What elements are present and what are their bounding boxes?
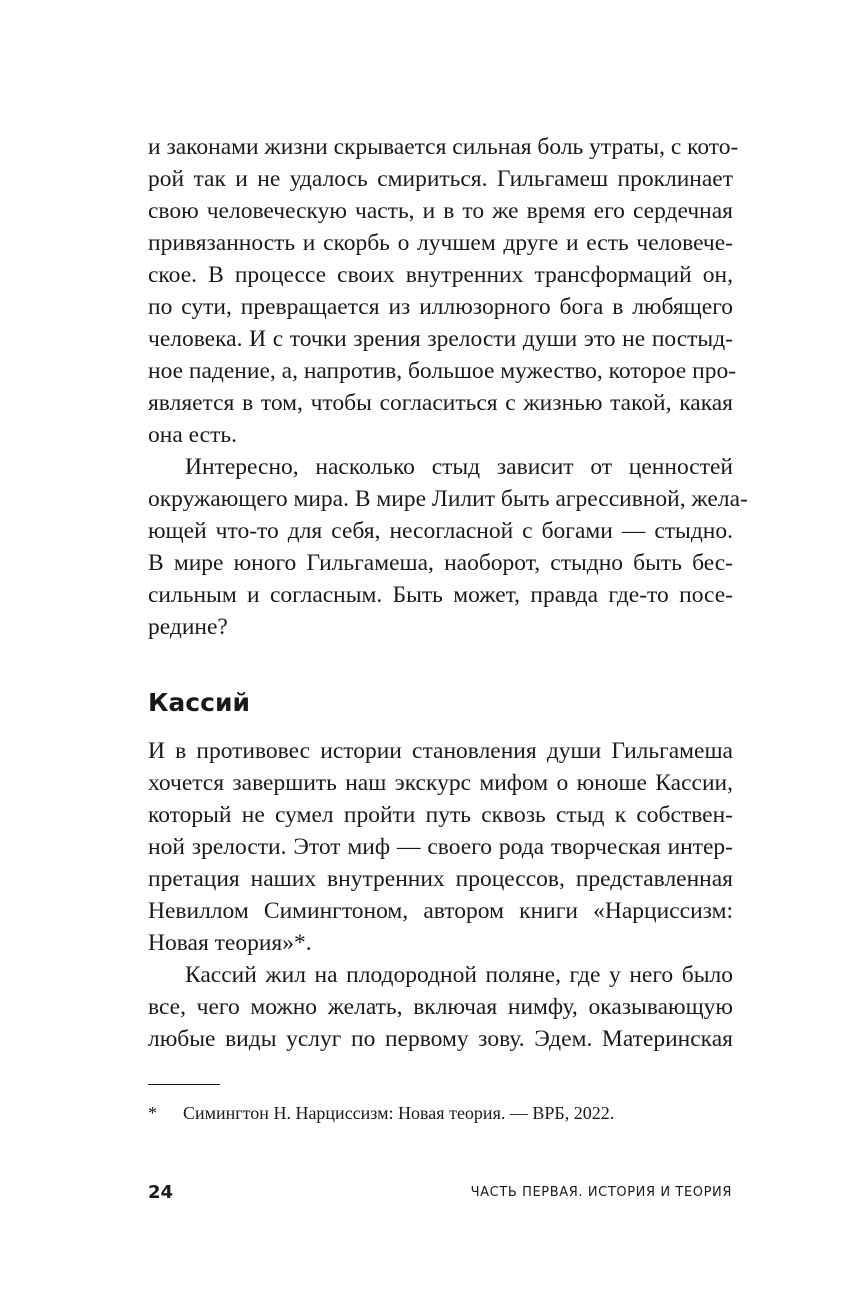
- text-line: сильным и согласным. Быть может, правда где-то посе-: [148, 582, 733, 608]
- text-line: любые виды услуг по первому зову. Эдем. Материнская: [148, 1026, 733, 1052]
- text-line: является в том, чтобы согласиться с жизнью такой, какая: [148, 390, 733, 416]
- section-heading: Кассий: [148, 688, 250, 717]
- page-number: 24: [148, 1182, 174, 1203]
- text-line: В мире юного Гильгамеша, наоборот, стыдно быть бес-: [148, 550, 733, 576]
- text-line: человека. И с точки зрения зрелости души это не постыд-: [148, 326, 733, 352]
- text-line: и законами жизни скрывается сильная боль утраты, с кото-: [148, 134, 739, 160]
- text-line: Интересно, насколько стыд зависит от ценностей: [185, 454, 733, 480]
- text-line: Невиллом Симингтоном, автором книги «Нарциссизм:: [148, 898, 733, 924]
- text-line: все, чего можно желать, включая нимфу, оказывающую: [148, 994, 733, 1020]
- footnote-text: Симингтон Н. Нарциссизм: Новая теория. — ВРБ, 2022.: [183, 1103, 615, 1123]
- text-line: Кассий жил на плодородной поляне, где у него было: [185, 962, 733, 988]
- text-line: который не сумел пройти путь сквозь стыд к собствен-: [148, 802, 733, 828]
- text-line: ное падение, а, напротив, большое мужество, которое про-: [148, 358, 737, 384]
- text-line: ское. В процессе своих внутренних трансформаций он,: [148, 262, 733, 288]
- text-line: свою человеческую часть, и в то же время его сердечная: [148, 198, 733, 224]
- footnote-mark: *: [148, 1103, 157, 1123]
- text-line: окружающего мира. В мире Лилит быть агрессивной, жела-: [148, 486, 748, 512]
- text-line: хочется завершить наш экскурс мифом о юноше Кассии,: [148, 770, 733, 796]
- text-line: редине?: [148, 614, 228, 640]
- text-line: претация наших внутренних процессов, представленная: [148, 866, 733, 892]
- text-line: она есть.: [148, 422, 237, 448]
- text-line: ной зрелости. Этот миф — своего рода творческая интер-: [148, 834, 733, 860]
- text-line: привязанность и скорбь о лучшем друге и есть человече-: [148, 230, 733, 256]
- text-line: по сути, превращается из иллюзорного бога в любящего: [148, 294, 733, 320]
- text-line: рой так и не удалось смириться. Гильгамеш проклинает: [148, 166, 733, 192]
- running-head: ЧАСТЬ ПЕРВАЯ. ИСТОРИЯ И ТЕОРИЯ: [470, 1185, 732, 1200]
- footnote-divider: [148, 1084, 220, 1085]
- text-line: Новая теория»*.: [148, 930, 312, 956]
- text-line: ющей что-то для себя, несогласной с богами — стыдно.: [148, 518, 733, 544]
- text-line: И в противовес истории становления души Гильгамеша: [148, 738, 733, 764]
